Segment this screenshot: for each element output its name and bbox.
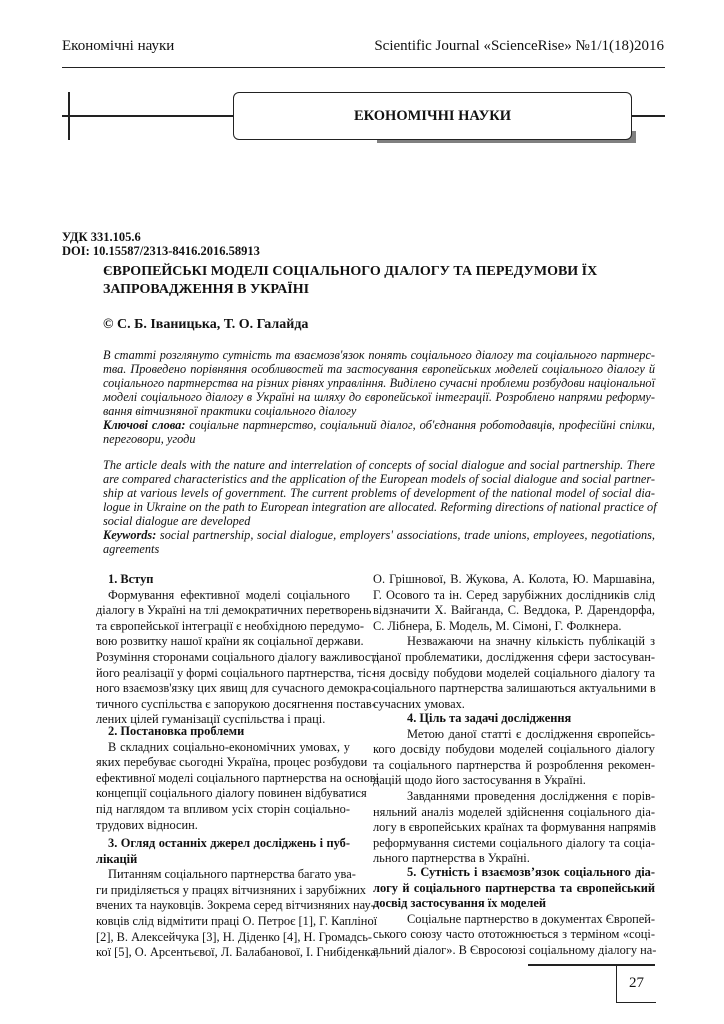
udk: УДК 331.105.6: [62, 230, 141, 244]
text-line: Незважаючи на значну кількість публікацій з: [407, 634, 655, 649]
keywords-english: [103, 528, 655, 542]
text-line: та соціального партнерства й розроблення рекомен-: [373, 757, 655, 772]
paragraph: [96, 867, 379, 961]
text-line: соціального партнерства залишаються актуальними в: [373, 681, 656, 696]
section-heading: [96, 836, 350, 867]
keywords-text: соціальне партнерство, соціальний діалог, об'єднання роботодавців, професійні спілки,: [185, 418, 655, 432]
text-line: логу в європейських країнах та формування напрямів: [373, 820, 656, 835]
text-line: дацій щодо його застосування в Україні.: [373, 773, 586, 788]
section-title-box: [233, 92, 632, 140]
running-header-section: Економічні науки: [62, 38, 175, 54]
authors: © С. Б. Іваницька, Т. О. Галайда: [103, 317, 309, 332]
article-title: [103, 263, 597, 299]
text-line: яких перебуває сьогодні Україна, процес розбудови: [96, 755, 368, 770]
paragraph: [373, 727, 655, 789]
text-line: Завданнями проведення дослідження є порів-: [407, 789, 655, 803]
paragraph: [373, 634, 655, 712]
text-line: його реалізації у формі соціального партнерства, тіс-: [96, 665, 376, 680]
heading-line: 4. Ціль та задачі дослідження: [407, 711, 572, 725]
abstract-ukrainian: [103, 348, 655, 446]
page-number-box: [616, 964, 656, 1003]
keywords-label: Ключові слова:: [103, 418, 186, 432]
article-title-line: ЄВРОПЕЙСЬКІ МОДЕЛІ СОЦІАЛЬНОГО ДІАЛОГУ ТА ПЕРЕДУМОВИ ЇХ: [103, 264, 598, 279]
text-line: О. Грішнової, В. Жукова, А. Колота, Ю. Маршавіна,: [373, 572, 655, 586]
text-line: ного взаємозв'язку цих явищ для сучасного демокра-: [96, 681, 376, 696]
section-heading: [96, 572, 350, 588]
heading-line: 1. Вступ: [108, 572, 154, 586]
abstract-line: ship at various levels of government. The current problems of development of the national model of social dia-: [103, 486, 655, 500]
paragraph: [373, 789, 655, 867]
keywords-label: Keywords:: [103, 528, 157, 542]
text-line: ковців слід відмітити праці О. Петроє [1], Г. Капліної: [96, 913, 378, 928]
paragraph: [373, 912, 655, 959]
abstract-line: are compared characteristics and the application of the European models of social dialogue and social partner-: [103, 472, 655, 486]
text-line: Метою даної статті є дослідження європейсь-: [407, 726, 655, 741]
heading-line: 3. Огляд останніх джерел досліджень і пуб-: [108, 836, 350, 850]
text-line: В складних соціально-економічних умовах, у: [108, 739, 350, 754]
text-line: ського союзу часто ототожнюється з терміном «соці-: [373, 927, 655, 942]
text-line: кої [5], О. Арсентьєвої, Л. Балабанової, І. Гнибіденка,: [96, 945, 379, 960]
text-line: Соціальне партнерство в документах Європей-: [407, 911, 656, 926]
section-title: ЕКОНОМІЧНІ НАУКИ: [353, 107, 512, 124]
text-line: няльний аналіз моделей здійснення соціального діа-: [373, 804, 655, 819]
text-line: сучасних умовах.: [373, 696, 465, 711]
text-line: відзначити Х. Вайганда, С. Веддока, Р. Дарендорфа,: [373, 603, 655, 618]
abstract-line: вання вітчизняної практики соціального діалогу: [103, 404, 357, 418]
keywords-text-line: agreements: [103, 542, 160, 556]
heading-line: 5. Сутність і взаємозв’язок соціального діа-: [407, 865, 655, 879]
text-line: вою розвитку нашої країни як соціальної держави.: [96, 634, 364, 649]
text-line: під наглядом та впливом усіх сторін соціально-: [96, 801, 350, 816]
article-title-line: ЗАПРОВАДЖЕННЯ В УКРАЇНІ: [103, 282, 310, 297]
abstract-line: тва. Проведено порівняння особливостей та застосування європейських моделей соціального діалогу й: [103, 362, 655, 376]
text-line: Розуміння сторонами соціального діалогу важливості: [96, 649, 380, 664]
page-number: 27: [629, 974, 644, 991]
text-line: концепції соціального діалогу повинен відбуватися: [96, 786, 367, 801]
abstract-line: social dialogue are developed: [103, 514, 251, 528]
abstract-line: моделі соціального діалогу в Україні на шляху до європейської інтеграції. Розроблено напрями реформу-: [103, 390, 655, 404]
text-line: Питанням соціального партнерства багато ува-: [108, 867, 356, 882]
text-line: ня досвіду побудови моделей соціального діалогу та: [373, 665, 655, 680]
text-line: ги приділяється у працях вітчизняних і зарубіжних: [96, 882, 366, 897]
text-line: реформування системи соціального діалогу та соціа-: [373, 835, 655, 850]
paragraph: [96, 739, 380, 834]
text-line: даної проблематики, дослідження сфери застосуван-: [373, 649, 655, 664]
abstract-line: В статті розглянуто сутність та взаємозв'язок понять соціального діалогу та соціального партнерс-: [103, 348, 655, 362]
text-line: діалогу в Україні на тлі демократичних перетворень: [96, 603, 372, 618]
text-line: Формування ефективної моделі соціального: [108, 587, 350, 602]
paragraph: [373, 572, 655, 634]
abstract-line: The article deals with the nature and interrelation of concepts of social dialogue and social partnership. There: [103, 458, 655, 472]
abstract-line: соціального партнерства на різних рівнях управління. Виділено сучасні проблеми розбудови національної: [103, 376, 655, 390]
doi: DOI: 10.15587/2313-8416.2016.58913: [62, 244, 260, 258]
text-line: вчених та науковців. Зокрема серед вітчизняних нау-: [96, 898, 375, 913]
heading-line: досвід застосування їх моделей: [373, 896, 546, 911]
heading-line: логу й соціального партнерства та європейський: [373, 880, 655, 895]
text-line: лених цілей гуманізації суспільства і праці.: [96, 712, 326, 727]
text-line: альний діалог». В Євросоюзі соціальному діалогу на-: [373, 942, 657, 957]
text-line: С. Лібнера, Б. Модель, М. Сімоні, Г. Фолкнера.: [373, 618, 622, 633]
keywords-text-line: переговори, угоди: [103, 432, 196, 446]
text-line: трудових відносин.: [96, 817, 198, 832]
text-line: тичного суспільства є запорукою досягнення постав-: [96, 696, 376, 711]
heading-line: 2. Постановка проблеми: [108, 724, 245, 738]
text-line: кого досвіду побудови моделей соціального діалогу: [373, 742, 655, 757]
text-line: льного партнерства в Україні.: [373, 851, 530, 866]
running-header-journal: Scientific Journal «ScienceRise» №1/1(18)2016: [374, 38, 664, 54]
text-line: Г. Осового та ін. Серед зарубіжних дослідників слід: [373, 587, 655, 602]
heading-line: лікацій: [96, 851, 138, 866]
section-heading: [96, 724, 350, 740]
section-line-vertical: [68, 92, 70, 140]
text-line: ефективної моделі соціального партнерства на основі: [96, 770, 380, 785]
header-rule: [62, 67, 665, 68]
paragraph: [96, 587, 380, 728]
text-line: та європейської інтеграції є необхідною передумо-: [96, 618, 364, 633]
keywords-ukrainian: [103, 418, 655, 432]
keywords-text: social partnership, social dialogue, employers' associations, trade unions, employees, negotiations,: [156, 528, 655, 542]
section-heading: [373, 865, 655, 912]
abstract-line: logue in Ukraine on the path to European integration are allocated. Reforming directions of national practice of: [103, 500, 657, 514]
text-line: [2], В. Алексейчука [3], Н. Діденко [4], Н. Громадсь-: [96, 929, 373, 944]
section-heading: [373, 711, 655, 727]
abstract-english: [103, 458, 655, 556]
